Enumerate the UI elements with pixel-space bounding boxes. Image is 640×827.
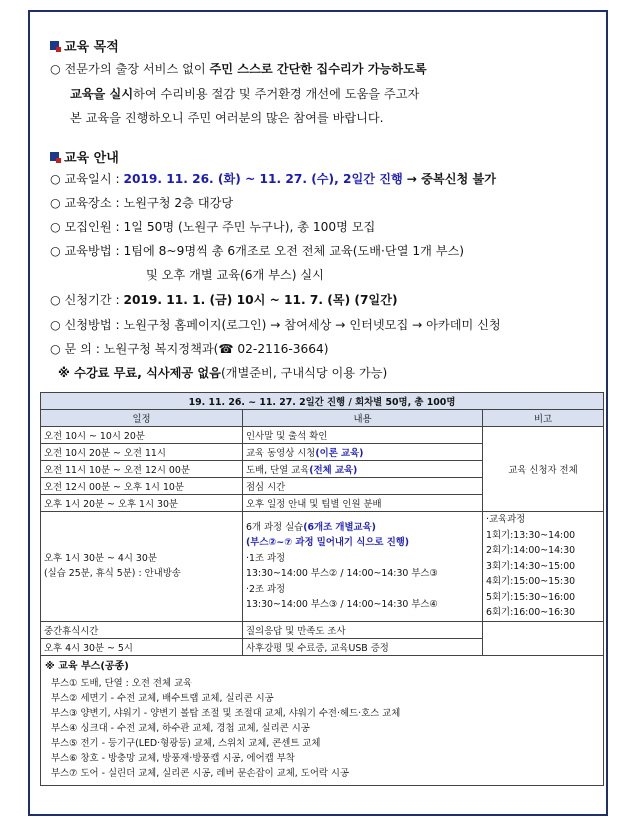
booth-list (45, 676, 599, 781)
square-bullet-icon (50, 41, 59, 50)
list-item: 부스⑤ 전기 - 등기구(LED·형광등) 교체, 스위치 교체, 콘센트 교체 (51, 737, 321, 749)
guide-contact: ○ 문 의 : 노원구청 복지정책과(☎ 02-2116-3664) (50, 342, 329, 356)
guide-apply: ○ 신청방법 : 노원구청 홈페이지(로그인) → 참여세상 → 인터넷모집 → 아카데미 신청 (50, 318, 501, 332)
purpose-line-3: 본 교육을 진행하오니 주민 여러분의 많은 참여를 바랍니다. (70, 111, 384, 125)
square-bullet-icon (50, 152, 59, 161)
table-row: 중간휴식시간 질의응답 및 만족도 조사 (41, 621, 604, 638)
table-row: 오전 11시 10분 ~ 오전 12시 00분 도배, 단열 교육(전체 교육) (41, 461, 604, 478)
header-remark: 비고 (483, 410, 604, 427)
table-row-afternoon: 오후 1시 30분 ~ 4시 30분 (실습 25분, 휴식 5분) : 안내방송 6개 과정 실습(6개조 개별교육) (부스②~⑦ 과정 밀어내기 식으로 진행) ·1조 과정 13:30~14:00 부스② / 14:00~14:30 부스③ ·2조 과정 13:30~14:00 부스③ / 14:00~14:30 부스④ ·교육과정 1회기:13:30~14:00 2회기:14:00~14:30 3회기:14:30~15:00 4회기:15:00~15:30 5회기:15:30~16:00 6회기:16:00~16:30 (41, 512, 604, 622)
guide-people: ○ 모집인원 : 1일 50명 (노원구 주민 누구나), 총 100명 모집 (50, 220, 376, 234)
booth-title: ※ 교육 부스(공종) (45, 660, 129, 672)
guide-place: ○ 교육장소 : 노원구청 2층 대강당 (50, 196, 234, 210)
header-schedule: 일정 (41, 410, 243, 427)
list-item: 부스④ 싱크대 - 수전 교체, 하수관 교체, 경첩 교체, 실리콘 시공 (51, 722, 310, 734)
purpose-line-2: 교육을 실시하여 수리비용 절감 및 주거환경 개선에 도움을 주고자 (70, 87, 420, 101)
list-item: 부스③ 양변기, 샤워기 - 양변기 볼탑 조절 및 조절대 교체, 샤워기 수전·헤드·호스 교체 (51, 707, 401, 719)
guide-period: ○ 신청기간 : 2019. 11. 1. (금) 10시 ~ 11. 7. (목) (7일간) (50, 293, 398, 307)
table-row: 오전 12시 00분 ~ 오후 1시 10분 점심 시간 (41, 478, 604, 495)
purpose-line-1: ○ 전문가의 출장 서비스 없이 주민 스스로 간단한 집수리가 가능하도록 (50, 62, 427, 76)
table-row: 오후 4시 30분 ~ 5시 사후강평 및 수료증, 교육USB 증정 (41, 638, 604, 655)
table-row: 오전 10시 ~ 10시 20분 인사말 및 출석 확인 교육 신청자 전체 (41, 427, 604, 444)
list-item: 부스⑦ 도어 - 실린더 교체, 실리콘 시공, 레버 문손잡이 교체, 도어락 시공 (51, 767, 350, 779)
guide-method-2: 및 오후 개별 교육(6개 부스) 실시 (146, 268, 324, 282)
guide-heading: 교육 안내 (50, 147, 119, 166)
list-item: 부스② 세면기 - 수전 교체, 배수트랩 교체, 실리콘 시공 (51, 692, 274, 704)
table-row: 오전 10시 20분 ~ 오전 11시 교육 동영상 시청(이론 교육) (41, 444, 604, 461)
header-content: 내용 (243, 410, 483, 427)
table-row: 오후 1시 20분 ~ 오후 1시 30분 오후 일정 안내 및 팀별 인원 분배 (41, 495, 604, 512)
remark-afternoon: ·교육과정 1회기:13:30~14:00 2회기:14:00~14:30 3회기:14:30~15:00 4회기:15:00~15:30 5회기:15:30~16:00 6회기:16:00~16:30 (483, 512, 604, 622)
purpose-heading: 교육 목적 (50, 36, 119, 55)
guide-method-1: ○ 교육방법 : 1팀에 8~9명씩 총 6개조로 오전 전체 교육(도배·단열 1개 부스) (50, 244, 465, 258)
guide-note: ※ 수강료 무료, 식사제공 없음(개별준비, 구내식당 이용 가능) (58, 366, 388, 380)
remark-morning: 교육 신청자 전체 (483, 427, 604, 512)
list-item: 부스① 도배, 단열 : 오전 전체 교육 (51, 677, 193, 689)
table-title: 19. 11. 26. ~ 11. 27. 2일간 진행 / 회차별 50명, 총 100명 (41, 393, 604, 410)
schedule-table (40, 392, 604, 786)
guide-date: ○ 교육일시 : 2019. 11. 26. (화) ~ 11. 27. (수), 2일간 진행 → 중복신청 불가 (50, 172, 497, 186)
list-item: 부스⑥ 창호 - 방충망 교체, 방풍재·방풍캡 시공, 에어캡 부착 (51, 752, 295, 764)
booth-row (41, 655, 604, 785)
